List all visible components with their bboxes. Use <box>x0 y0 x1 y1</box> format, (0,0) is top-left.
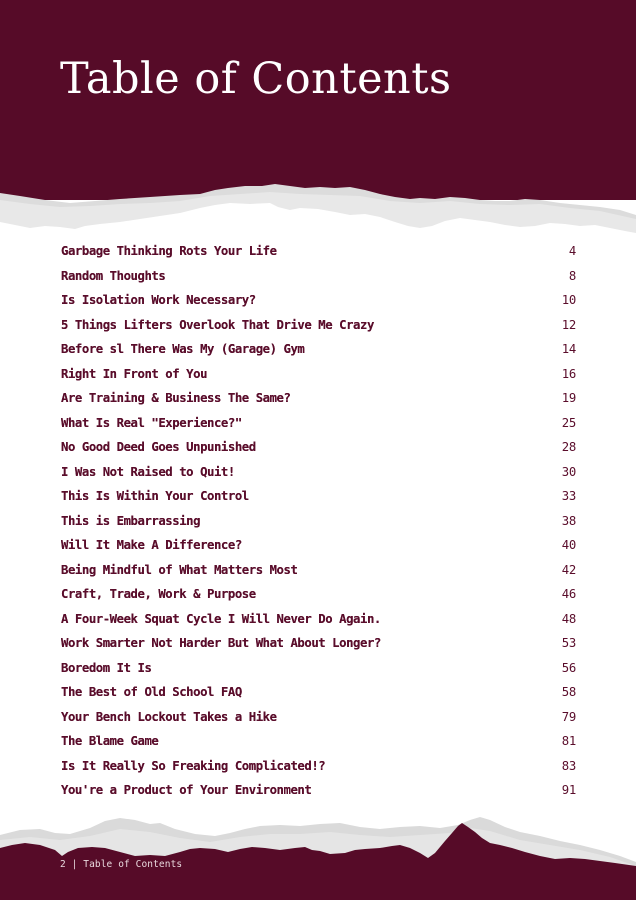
toc-entry[interactable] <box>61 563 576 588</box>
toc-entry-page-number: 56 <box>561 660 576 675</box>
page-title: Table of Contents <box>60 54 452 104</box>
toc-entry[interactable] <box>61 440 576 465</box>
toc-entry-title: Is It Really So Freaking Complicated!? <box>61 758 326 773</box>
toc-entry-page-number: 25 <box>561 415 576 430</box>
toc-entry-page-number: 33 <box>561 489 576 503</box>
page-footer-label: 2 | Table of Contents <box>60 859 183 870</box>
toc-entry-title: Craft, Trade, Work & Purpose <box>61 587 256 601</box>
toc-entry-page-number: 12 <box>561 317 576 332</box>
toc-entry[interactable] <box>61 661 576 686</box>
toc-entry[interactable] <box>61 416 576 441</box>
toc-entry-page-number: 81 <box>561 734 576 748</box>
toc-entry[interactable] <box>61 269 576 294</box>
toc-entry[interactable] <box>61 489 576 514</box>
toc-entry-title: Random Thoughts <box>61 268 166 283</box>
toc-entry-title: A Four-Week Squat Cycle I Will Never Do Again. <box>61 611 381 626</box>
toc-entry-page-number: 4 <box>568 244 576 258</box>
toc-entry-page-number: 48 <box>561 611 576 626</box>
toc-entry[interactable] <box>61 538 576 563</box>
toc-entry[interactable] <box>61 783 576 808</box>
toc-entry-page-number: 79 <box>561 709 576 724</box>
toc-entry[interactable] <box>61 465 576 490</box>
toc-entry-title: This Is Within Your Control <box>61 489 249 503</box>
torn-paper-edge-top <box>0 170 636 245</box>
toc-entry-title: I Was Not Raised to Quit! <box>61 464 235 479</box>
toc-entry-title: Your Bench Lockout Takes a Hike <box>61 709 277 724</box>
toc-entry[interactable] <box>61 391 576 416</box>
toc-entry-title: Being Mindful of What Matters Most <box>61 562 298 577</box>
toc-entry[interactable] <box>61 685 576 710</box>
toc-entry-title: Will It Make A Difference? <box>61 538 242 552</box>
toc-entry-page-number: 38 <box>561 513 576 528</box>
toc-entry-page-number: 53 <box>561 636 576 650</box>
toc-entry[interactable] <box>61 342 576 367</box>
toc-entry-page-number: 8 <box>568 268 576 283</box>
toc-entry-page-number: 91 <box>561 783 576 797</box>
toc-entry-page-number: 14 <box>561 342 576 356</box>
toc-entry-page-number: 46 <box>561 587 576 601</box>
toc-entry-title: Is Isolation Work Necessary? <box>61 293 256 307</box>
toc-entry-title: No Good Deed Goes Unpunished <box>61 440 256 454</box>
toc-entry[interactable] <box>61 367 576 392</box>
toc-entry[interactable] <box>61 759 576 784</box>
toc-entry[interactable] <box>61 734 576 759</box>
toc-entry-title: What Is Real "Experience?" <box>61 415 242 430</box>
toc-entry-title: Before sl There Was My (Garage) Gym <box>61 342 305 356</box>
toc-entry-page-number: 58 <box>561 685 576 699</box>
toc-entry[interactable] <box>61 612 576 637</box>
toc-entry[interactable] <box>61 293 576 318</box>
toc-entry-page-number: 83 <box>561 758 576 773</box>
toc-entry[interactable] <box>61 710 576 735</box>
toc-entry-title: The Best of Old School FAQ <box>61 685 242 699</box>
toc-entry-title: Boredom It Is <box>61 660 152 675</box>
toc-entry-title: 5 Things Lifters Overlook That Drive Me Crazy <box>61 317 374 332</box>
toc-entry-title: Right In Front of You <box>61 366 208 381</box>
toc-entry-title: Work Smarter Not Harder But What About Longer? <box>61 636 381 650</box>
footer-band <box>0 870 636 900</box>
toc-entry[interactable] <box>61 587 576 612</box>
toc-entry-page-number: 28 <box>561 440 576 454</box>
toc-entry-title: Garbage Thinking Rots Your Life <box>61 244 277 258</box>
toc-entry-title: You're a Product of Your Environment <box>61 783 312 797</box>
toc-entry-page-number: 40 <box>561 538 576 552</box>
toc-entry-title: The Blame Game <box>61 734 159 748</box>
toc-entry-page-number: 19 <box>561 391 576 405</box>
toc-entry-page-number: 42 <box>561 562 576 577</box>
table-of-contents-list <box>61 244 576 808</box>
toc-entry-title: Are Training & Business The Same? <box>61 391 291 405</box>
toc-entry-page-number: 30 <box>561 464 576 479</box>
toc-entry[interactable] <box>61 514 576 539</box>
toc-entry[interactable] <box>61 636 576 661</box>
toc-entry-page-number: 16 <box>561 366 576 381</box>
toc-entry[interactable] <box>61 318 576 343</box>
toc-entry-title: This is Embarrassing <box>61 513 201 528</box>
toc-entry[interactable] <box>61 244 576 269</box>
toc-entry-page-number: 10 <box>561 293 576 307</box>
